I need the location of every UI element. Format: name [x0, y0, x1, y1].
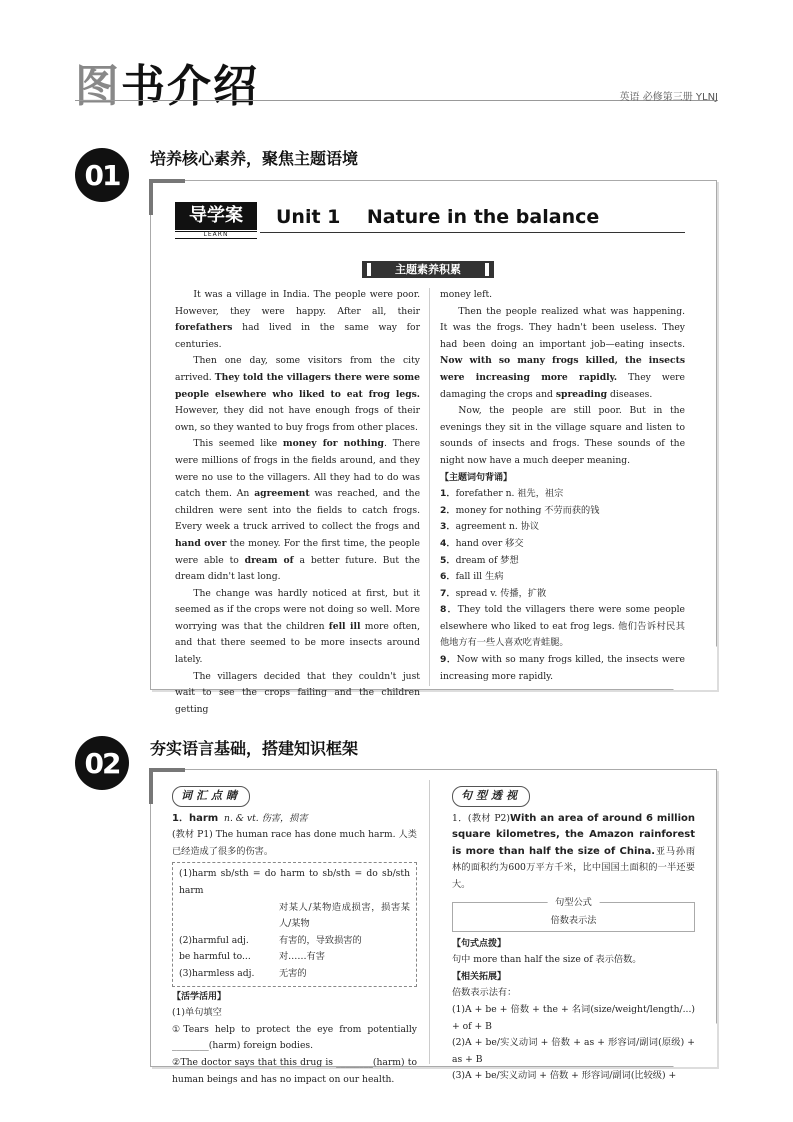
unit-rule	[260, 232, 685, 233]
vocab-list	[440, 486, 685, 685]
extension-1: (1)A + be + 倍数 + the + 名词(size/weight/length/...) + of + B	[452, 1003, 695, 1032]
section-title-2: 夯实语言基础，搭建知识框架	[150, 739, 359, 758]
learn-sub-label: LEARN	[175, 231, 257, 239]
extension-2: (2)A + be/实义动词 + 倍数 + as + 形容词/副词(原级) + as + B	[452, 1037, 695, 1065]
tip-heading: 【句式点拨】	[452, 938, 507, 949]
banner-title	[75, 50, 259, 112]
extension-intro: 倍数表示法有：	[452, 987, 517, 999]
vocab-item: 5．dream of 梦想	[440, 554, 519, 566]
vocab-focus-tag: 词汇点睛	[172, 786, 250, 807]
sentence-focus-tag: 句型透视	[452, 786, 530, 807]
headword: 1．harm	[172, 812, 219, 824]
section-title-1: 培养核心素养，聚焦主题语境	[150, 149, 359, 168]
usage-row: (2)harmful adj. 有害的，导致损害的	[179, 934, 362, 946]
formula-body: 倍数表示法	[550, 914, 597, 926]
column-divider	[429, 288, 430, 686]
section-number-1: 01	[75, 148, 129, 202]
passage-paragraph: This seemed like money for nothing. There were millions of frogs in the fields around, and they were no use to the villagers. All they had to do was catch them. An agreement was reached, and the children were sent into the fields to catch frogs. Every week a truck arrived to collect the frogs and hand over the money. For the first time, the people were able to dream of a better future. But the dream didn't last long.	[175, 438, 421, 583]
vocab-item: 8．They told the villagers there were some people elsewhere who liked to eat frog legs. 他们告诉村民其他地方有一些人喜欢吃青蛙腿。	[440, 604, 685, 649]
passage-paragraph: Now, the people are still poor. But in the evenings they sit in the village square and listen to sounds of insects and frogs. These sounds of the night now have a much deeper meaning.	[440, 405, 685, 466]
practice-sub: (1)单句填空	[172, 1007, 222, 1019]
formula-box	[452, 896, 695, 932]
usage-row: be harmful to... 对……有害	[179, 951, 325, 963]
extension-heading: 【相关拓展】	[452, 971, 507, 982]
usage-row: 对某人/某物造成损害，损害某人/某物	[279, 901, 410, 930]
column-divider-2	[429, 780, 430, 1064]
vocab-item: 2．money for nothing 不劳而获的钱	[440, 504, 600, 516]
vocab-item: 9．Now with so many frogs killed, the insects were increasing more rapidly.	[440, 654, 685, 682]
formula-title: 句型公式	[547, 896, 600, 910]
vocab-item: 3．agreement n. 协议	[440, 521, 540, 533]
practice-heading: 【活学活用】	[172, 991, 227, 1002]
usage-row: (3)harmless adj. 无害的	[179, 967, 307, 979]
passage-paragraph: Then one day, some visitors from the city arrived. They told the villagers there were some people elsewhere who liked to eat frog legs. However, they did not have enough frogs of their own, so they wanted to buy frogs from other places.	[175, 355, 420, 433]
vocab-item: 1．forefather n. 祖先，祖宗	[440, 488, 564, 500]
passage-right-column	[440, 287, 685, 685]
banner-first-char: 图	[75, 61, 121, 112]
vocab-item: 4．hand over 移交	[440, 537, 524, 549]
book-name: 英语 必修第三册 YLNJ	[619, 92, 718, 103]
passage-paragraph: Then the people realized what was happening. It was the frogs. They hadn't been useless. They had been doing an important job—eating insects. Now with so many frogs killed, the insects were increasing more rapidly. They were damaging the crops and spreading diseases.	[440, 305, 685, 400]
learn-label: 导学案	[175, 202, 257, 230]
passage-left-column	[175, 287, 420, 718]
section-number-2: 02	[75, 736, 129, 790]
usage-row: (1)harm sb/sth = do harm to sb/sth = do sb/sth harm	[179, 868, 410, 896]
vocab-item: 6．fall ill 生病	[440, 571, 504, 583]
practice-q2: ②The doctor says that this drug is ________(harm) to human beings and has no impact on our health.	[172, 1056, 417, 1085]
banner-rest: 书介绍	[121, 61, 259, 112]
usage-box	[172, 862, 417, 986]
headword-pos: n. & vt. 伤害，损害	[224, 812, 308, 824]
practice-q1: ①Tears help to protect the eye from potentially ________(harm) foreign bodies.	[172, 1023, 417, 1052]
sentence-focus-column	[452, 786, 695, 1085]
passage-paragraph: It was a village in India. The people were poor. However, they were happy. After all, their forefathers had lived in the same way for centuries.	[175, 289, 420, 350]
passage-paragraph: The change was hardly noticed at first, but it seemed as if the crops were not doing so well. More worrying was that the children fell ill more often, and that there seemed to be more insects around lately.	[175, 587, 420, 666]
unit-title: Unit 1 Nature in the balance	[276, 206, 600, 228]
example-english: With an area of around 6 million square kilometres, the Amazon rainforest is more than half the size of China.	[452, 812, 695, 857]
passage-paragraph: The villagers decided that they couldn't just wait to see the crops failing and the children getting	[175, 670, 420, 715]
topic-chip: 主题素养积累	[362, 261, 494, 278]
example-number: 1．(教材 P2)	[452, 812, 510, 824]
headword-example: (教材 P1) The human race has done much harm. 人类已经造成了很多的伤害。	[172, 829, 417, 857]
vocab-heading: 【主题词句背诵】	[440, 472, 513, 483]
vocab-focus-column	[172, 786, 417, 1088]
vocab-item: 7．spread v. 传播，扩散	[440, 587, 547, 599]
passage-paragraphs-right	[440, 304, 685, 470]
example-chinese: 亚马孙雨林的面积约为600万平方千米，比中国国土面积的一半还要大。	[452, 845, 696, 890]
extension-3: (3)A + be/实义动词 + 倍数 + 形容词/副词(比较级) +	[452, 1070, 677, 1082]
tip-text: 句中 more than half the size of 表示倍数。	[452, 954, 642, 966]
passage-continuation: money left.	[440, 289, 493, 300]
